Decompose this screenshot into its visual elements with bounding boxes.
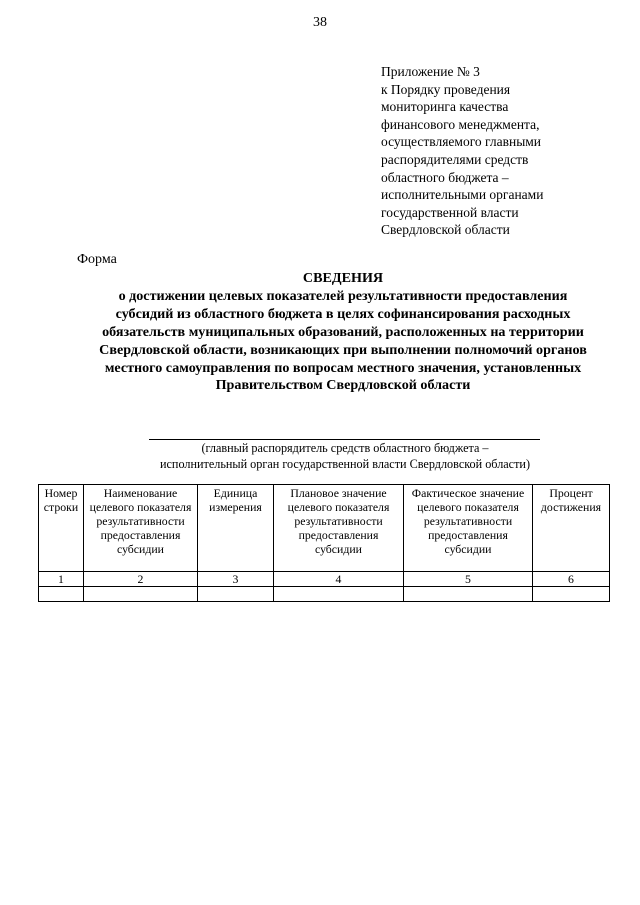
- table-cell: [404, 587, 533, 602]
- table-cell: [198, 587, 274, 602]
- table-cell: [533, 587, 610, 602]
- column-number-row: [39, 572, 610, 587]
- column-number: 6: [533, 572, 610, 587]
- column-number: 1: [39, 572, 84, 587]
- table-cell: [274, 587, 404, 602]
- column-header: Процент достижения: [533, 485, 610, 572]
- table-row: [39, 587, 610, 602]
- column-header: Плановое значение целевого показателя результативности предоставления субсидии: [274, 485, 404, 572]
- signature-line: [149, 439, 540, 440]
- column-header: Номер строки: [39, 485, 84, 572]
- table-cell: [84, 587, 198, 602]
- appendix-line: Приложение № 3: [381, 64, 480, 79]
- appendix-note: [381, 63, 621, 239]
- column-header: Фактическое значение целевого показателя результативности предоставления субсидии: [404, 485, 533, 572]
- signature-caption: [110, 441, 580, 472]
- signature-caption-line: (главный распорядитель средств областного бюджета –: [201, 441, 489, 455]
- heading-title: СВЕДЕНИЯ: [302, 270, 384, 286]
- heading-line: о достижении целевых показателей результативности предоставления: [118, 287, 568, 304]
- appendix-line: к Порядку проведения: [381, 81, 511, 97]
- signature-caption-line: исполнительный орган государственной власти Свердловской области): [159, 456, 530, 471]
- column-number: 3: [198, 572, 274, 587]
- appendix-line: государственной власти: [381, 204, 519, 220]
- appendix-line: областного бюджета –: [381, 169, 509, 185]
- page-number: 38: [313, 15, 327, 30]
- appendix-line: финансового менеджмента,: [381, 116, 540, 132]
- appendix-line: исполнительными органами: [381, 187, 544, 203]
- heading-line: местного самоуправления по вопросам местного значения, установленных: [104, 359, 582, 376]
- appendix-line: осуществляемого главными: [381, 134, 542, 150]
- heading-line: Правительством Свердловской области: [215, 377, 471, 394]
- results-table: [38, 484, 610, 602]
- table-header-row: [39, 485, 610, 572]
- table-cell: [39, 587, 84, 602]
- document-heading: [40, 270, 640, 395]
- heading-line: обязательств муниципальных образований, расположенных на территории: [102, 323, 584, 340]
- form-label: Форма: [77, 252, 117, 267]
- column-number: 5: [404, 572, 533, 587]
- appendix-line: мониторинга качества: [381, 99, 509, 115]
- column-header: Наименование целевого показателя результативности предоставления субсидии: [84, 485, 198, 572]
- heading-line: субсидий из областного бюджета в целях софинансирования расходных: [115, 305, 571, 322]
- column-number: 4: [274, 572, 404, 587]
- column-number: 2: [84, 572, 198, 587]
- appendix-line: распорядителями средств: [381, 151, 529, 167]
- appendix-line: Свердловской области: [381, 222, 510, 238]
- column-header: Единица измерения: [198, 485, 274, 572]
- heading-line: Свердловской области, возникающих при выполнении полномочий органов: [99, 341, 587, 358]
